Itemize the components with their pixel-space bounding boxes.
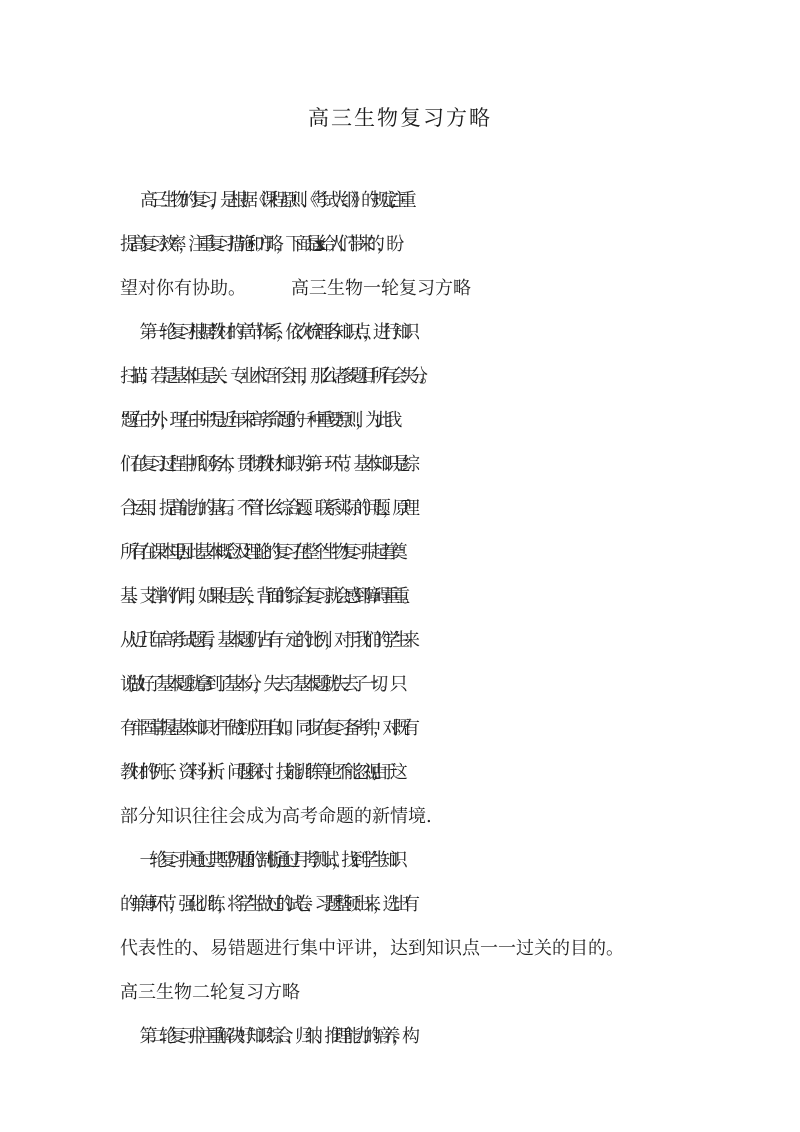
body-line — [120, 321, 800, 345]
body-line — [120, 277, 800, 301]
body-line — [120, 937, 800, 961]
body-line-text: 基、支撑的作用，如果但是关，背面的综合复习就会感到障碍重重。 — [120, 586, 412, 607]
body-line-text: 的单薄环节，强化训练，将学生做过的试卷、习题整顿出来，选出有 — [120, 894, 412, 915]
body-line-text: 望对你有协助。 高三生物一轮复习方略 — [120, 278, 471, 299]
body-line-text: 有牢固掌握基本知识才干做到应用自如。同步在复习备考中，对既有 — [120, 718, 412, 739]
body-line — [120, 629, 800, 653]
body-line-text: 们在复习过程中抓纲务本，贯彻教材知识为第一环节。基本知识是综 — [120, 454, 412, 475]
body-line-text: 部分知识往往会成为高考命题的新情境. — [120, 806, 432, 827]
body-line-text: 从近几年高考试题看，基本题仍占有一定的比例，对于我们的学生来 — [120, 630, 412, 651]
body-line-text: 扫描；若是基本但是关、专业术语不会用，那么诸多题目所有会失分。 — [120, 366, 430, 387]
body-line-text: 一轮复习中通过典型例题的剖析,通过月考测试，找到学生知识 — [120, 850, 400, 871]
body-line-text: 第一轮复习根据教材的章节体系，依次梳理各知识点，进行知识 — [120, 322, 412, 343]
section-heading-text: 高三生物二轮复习方略 — [120, 982, 300, 1003]
body-line — [120, 453, 800, 477]
section-heading — [120, 981, 800, 1005]
body-line-text: “题在书外，理在书中”是近年来高考命题的一种重要原则，为此我 — [120, 410, 395, 431]
body-line — [120, 409, 800, 433]
body-line-text: 教材的例子、资料分析、问题探讨、技能训练等也不能忽视,由于这 — [120, 762, 400, 783]
body-line — [120, 365, 800, 389]
body-line-text: 合运用、提高能力的基石。不管什么综合题、联系实际的问题，原理 — [120, 498, 412, 519]
body-line — [120, 673, 800, 697]
body-line-text: 提高复习效率，注重复习措施和方略，下面是xx给人们带来的，盼 — [120, 234, 397, 255]
body-line-text: 说,做好了基本题就拿到了基本分，失去了基本题就失去了一切。只 — [120, 674, 400, 695]
body-line — [120, 893, 800, 917]
body-line — [120, 717, 800, 741]
body-line — [120, 585, 800, 609]
body-line — [120, 761, 800, 785]
body-line-text: 所有在课本里,因此基本概念及理论的复习在整个生物复习中起着奠 — [120, 542, 400, 563]
body-line-text: 高三生物的复习，是根据《课程原则、《考试大纲》的规定,注重 — [120, 190, 409, 211]
body-line-text: 第二轮复习中注重解决好知识综合、归纳、推理能力的培养，构 — [120, 1026, 412, 1047]
body-line — [120, 497, 800, 521]
body-line — [120, 805, 800, 829]
body-line-text: 代表性的、易错题进行集中评讲，达到知识点一一过关的目的。 — [120, 938, 624, 959]
body-line — [120, 189, 800, 213]
body-line — [120, 849, 800, 873]
body-line — [120, 233, 800, 257]
body-line — [120, 1025, 800, 1049]
body-line — [120, 541, 800, 565]
document-title: 高三生物复习方略 — [308, 106, 492, 130]
